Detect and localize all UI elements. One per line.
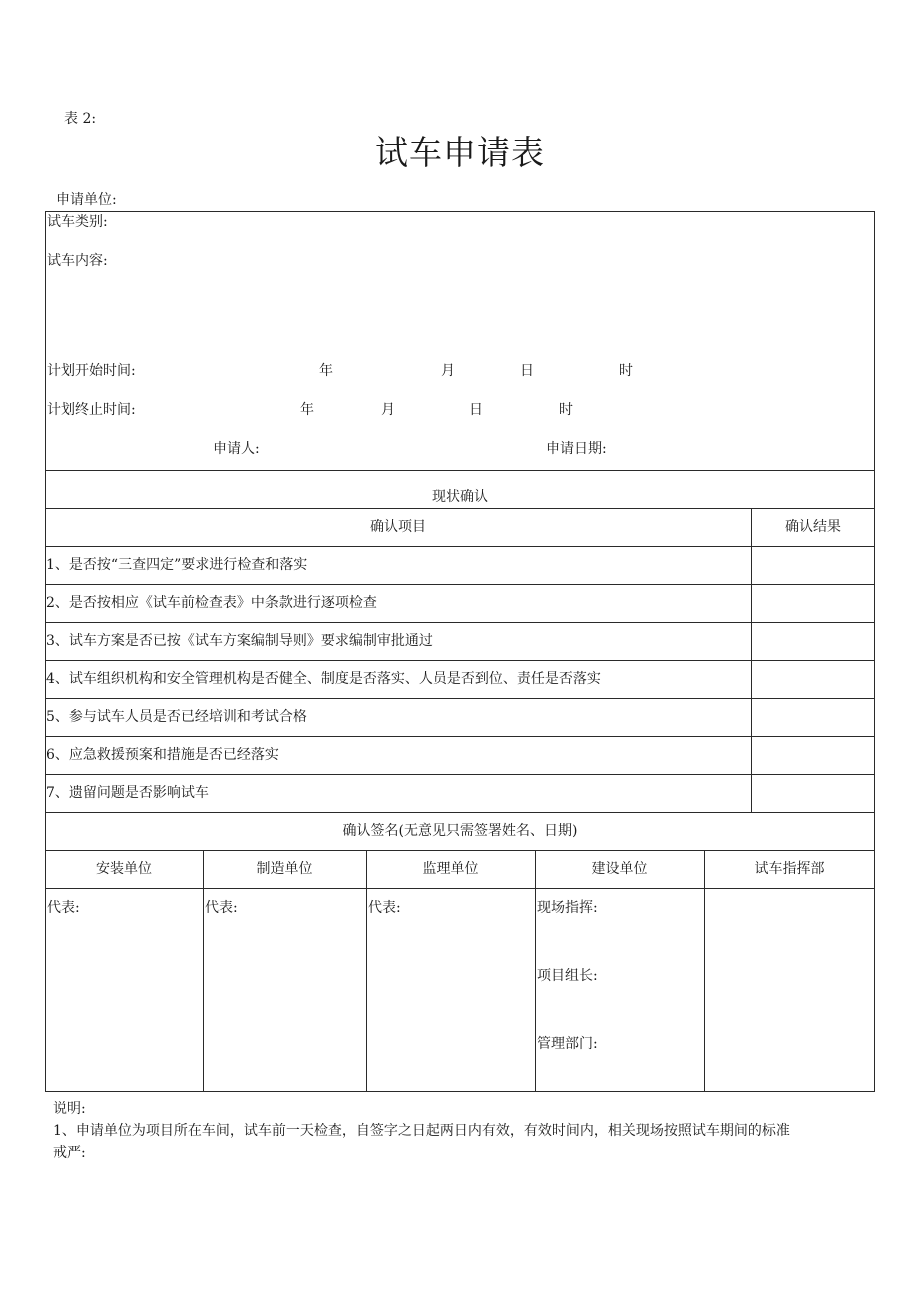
status-item-3: 3、试车方案是否已按《试车方案编制导则》要求编制审批通过 [46,633,433,649]
column-installation-unit: 安装单位 [96,861,152,877]
table-border-top [45,211,875,212]
status-item-2: 2、是否按相应《试车前检查表》中条款进行逐项检查 [46,595,377,611]
column-supervision-unit: 监理单位 [422,861,479,877]
applicant-unit-label: 申请单位: [56,192,117,208]
plan-end-hour: 时 [559,402,573,418]
signature-column-divider [366,850,367,1091]
signature-column-divider [203,850,204,1091]
note-line-2: 戒严: [53,1145,86,1161]
test-content-label: 试车内容: [47,253,108,269]
project-leader-label: 项目组长: [537,968,598,984]
plan-start-day: 日 [520,363,534,379]
status-item-5: 5、参与试车人员是否已经培训和考试合格 [46,709,307,725]
plan-end-year: 年 [300,402,314,418]
page-title: 试车申请表 [375,133,545,172]
status-item-4: 4、试车组织机构和安全管理机构是否健全、制度是否落实、人员是否到位、责任是否落实 [46,671,601,687]
test-category-label: 试车类别: [47,214,108,230]
table-border-bottom [45,1091,875,1092]
plan-end-day: 日 [469,402,483,418]
status-item-6: 6、应急救援预案和措施是否已经落实 [46,747,279,763]
manufacturer-rep-label: 代表: [205,900,238,916]
column-test-command: 试车指挥部 [754,861,825,877]
application-form-table [45,211,875,1092]
plan-start-month: 月 [441,363,455,379]
notes-section [53,1098,873,1164]
table-border-right [874,211,875,1092]
signature-column-divider [704,850,705,1091]
result-column-divider [751,508,752,812]
plan-start-year: 年 [319,363,333,379]
management-dept-label: 管理部门: [537,1036,598,1052]
table-border-left [45,211,46,1092]
table-label: 表 2: [64,111,97,127]
row-divider [45,888,875,889]
row-divider [45,850,875,851]
status-item-1: 1、是否按“三查四定”要求进行检查和落实 [46,557,308,573]
column-manufacturer-unit: 制造单位 [256,861,313,877]
note-line-1: 1、申请单位为项目所在车间，试车前一天检查，自签字之日起两日内有效，有效时间内，相关现场按照试车期间的标准 [53,1123,790,1139]
applicant-label: 申请人: [213,441,260,457]
plan-end-label: 计划终止时间: [47,402,136,418]
column-header-item: 确认项目 [370,519,426,535]
plan-end-month: 月 [381,402,395,418]
plan-start-label: 计划开始时间: [47,363,136,379]
row-divider [45,812,875,813]
column-construction-unit: 建设单位 [591,861,648,877]
installation-rep-label: 代表: [47,900,80,916]
plan-start-hour: 时 [619,363,633,379]
site-commander-label: 现场指挥: [537,900,598,916]
apply-date-label: 申请日期: [546,441,607,457]
notes-title: 说明: [53,1101,86,1117]
row-divider [45,470,875,471]
status-section-title: 现状确认 [432,489,488,505]
signature-section-title: 确认签名(无意见只需签署姓名、日期) [342,823,578,839]
signature-column-divider [535,850,536,1091]
column-header-result: 确认结果 [785,519,841,535]
supervision-rep-label: 代表: [368,900,401,916]
status-item-7: 7、遗留问题是否影响试车 [46,785,209,801]
